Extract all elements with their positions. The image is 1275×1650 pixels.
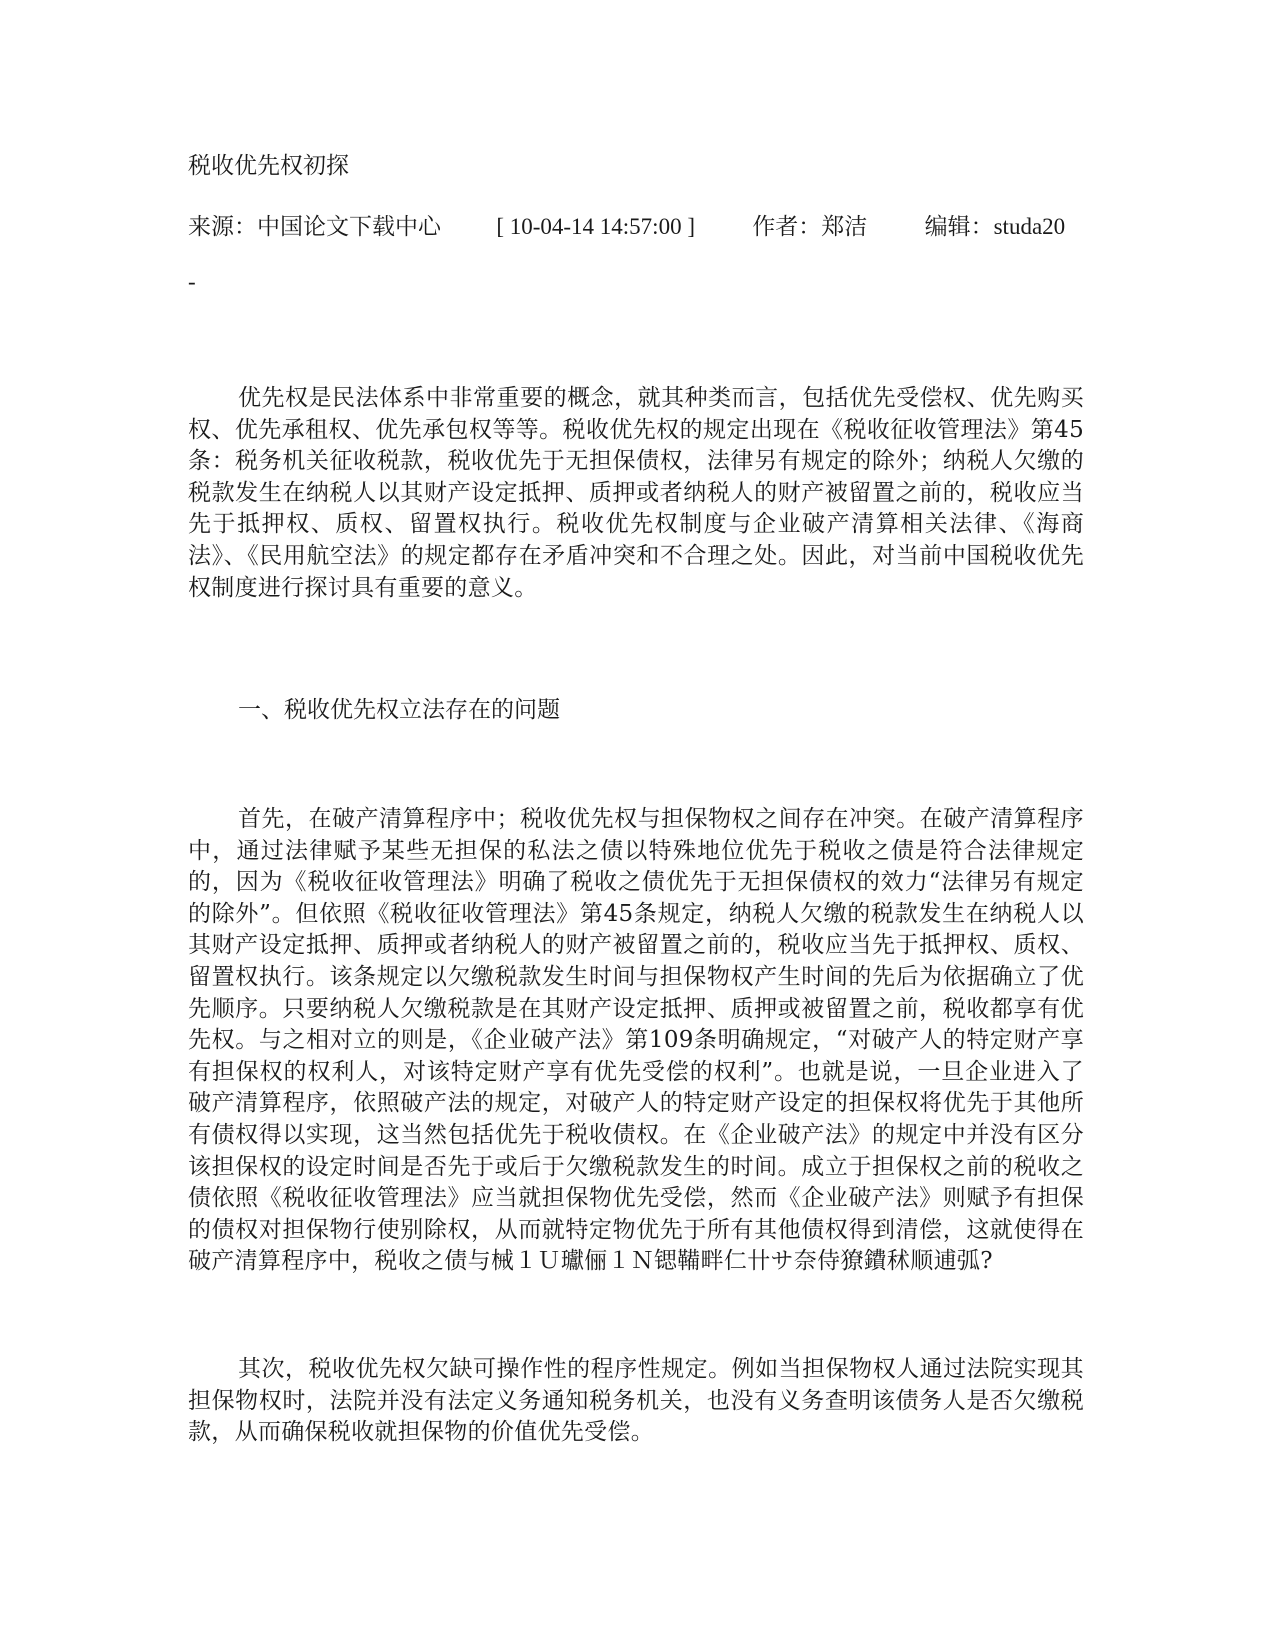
body-paragraph-first: 首先，在破产清算程序中；税收优先权与担保物权之间存在冲突。在破产清算程序中，通过法律赋予某些无担保的私法之债以特殊地位优先于税收之债是符合法律规定的，因为《税收征收管理法》明确了税收之债优先于无担保债权的效力“法律另有规定的除外”。但依照《税收征收管理法》第45条规定，纳税人欠缴的税款发生在纳税人以其财产设定抵押、质押或者纳税人的财产被留置之前的，税收应当先于抵押权、质权、留置权执行。该条规定以欠缴税款发生时间与担保物权产生时间的先后为依据确立了优先顺序。只要纳税人欠缴税款是在其财产设定抵押、质押或被留置之前，税收都享有优先权。与之相对立的则是，《企业破产法》第109条明确规定，“对破产人的特定财产享有担保权的权利人，对该特定财产享有优先受偿的权利”。也就是说，一旦企业进入了破产清算程序，依照破产法的规定，对破产人的特定财产设定的担保权将优先于其他所有债权得以实现，这当然包括优先于税收债权。在《企业破产法》的规定中并没有区分该担保权的设定时间是否先于或后于欠缴税款发生的时间。成立于担保权之前的税收之债依照《税收征收管理法》应当就担保物优先受偿，然而《企业破产法》则赋予有担保的债权对担保物行使别除权，从而就特定物优先于所有其他债权得到清偿，这就使得在破产清算程序中，税收之债与械１Ｕ瓛俪１Ｎ锶鞴畔仁卄サ奈侍獠鐨秫顺逋弧? (188, 806, 1084, 1275)
timestamp-text: [ 10-04-14 14:57:00 ] (496, 214, 695, 239)
body-paragraph-second: 其次，税收优先权欠缺可操作性的程序性规定。例如当担保物权人通过法院实现其担保物权时，法院并没有法定义务通知税务机关，也没有义务查明该债务人是否欠缴税款，从而确保税收就担保物的价值优先受偿。 (188, 1356, 1084, 1446)
editor-text (925, 211, 1066, 243)
intro-paragraph: 优先权是民法体系中非常重要的概念，就其种类而言，包括优先受偿权、优先购买权、优先承租权、优先承包权等等。税收优先权的规定出现在《税收征收管理法》第45条：税务机关征收税款，税收优先于无担保债权，法律另有规定的除外；纳税人欠缴的税款发生在纳税人以其财产设定抵押、质押或者纳税人的财产被留置之前的，税收应当先于抵押权、质权、留置权执行。税收优先权制度与企业破产清算相关法律、《海商法》、《民用航空法》的规定都存在矛盾冲突和不合理之处。因此，对当前中国税收优先权制度进行探讨具有重要的意义。 (188, 385, 1084, 601)
editor-value: studa20 (993, 214, 1066, 239)
article-meta (188, 211, 1118, 243)
document-title: 税收优先权初探 (188, 153, 349, 179)
author-text: 作者：郑洁 (752, 214, 868, 240)
section-heading: 一、税收优先权立法存在的问题 (238, 697, 560, 723)
source-text: 来源：中国论文下载中心 (188, 214, 441, 240)
separator-dash: - (188, 269, 196, 294)
editor-label: 编辑： (924, 214, 994, 240)
